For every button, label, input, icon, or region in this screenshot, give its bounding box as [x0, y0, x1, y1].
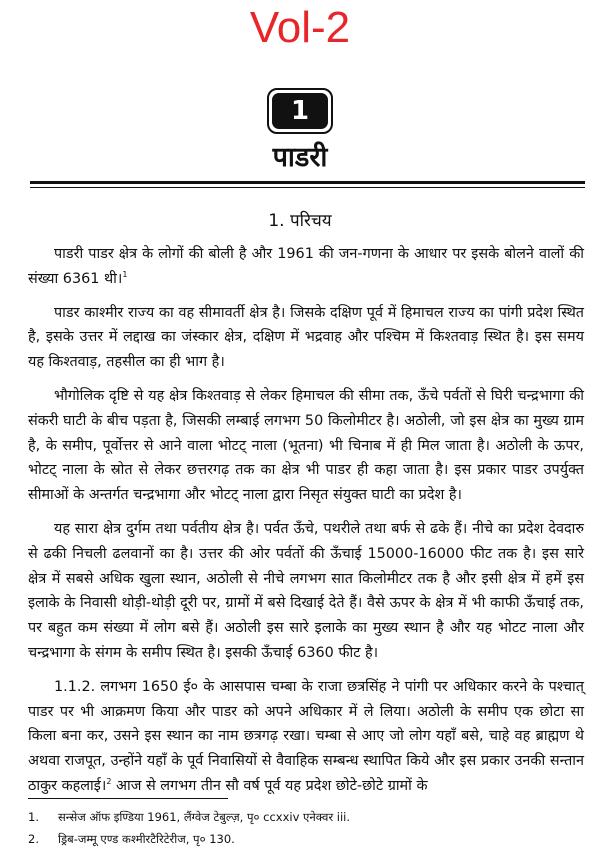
volume-label: Vol-2 — [249, 3, 351, 52]
footnote-rule — [28, 798, 228, 799]
paragraph — [28, 242, 584, 292]
section-heading: 1. परिचय — [268, 211, 332, 231]
chapter-title: पाडरी — [272, 142, 328, 173]
title-rule-thin — [30, 187, 585, 188]
footnote-text: ड्रिब-जम्मू एण्ड कश्मीरटैरिटेरीज, पृ० 130. — [58, 832, 235, 846]
footnote-text: सन्सेज ऑफ इण्डिया 1961, लैंग्वेज टेबुल्ज़, पृ० ccxxiv एनेक्वर iii. — [58, 810, 351, 824]
paragraph-text: पाडर काश्मीर राज्य का वह सीमावर्ती क्षेत्र है। जिसके दक्षिण पूर्व में हिमाचल राज्य का पांगी प्रदेश स्थित है, इसके उत्तर में लद्दाख का जंस्कार क्षेत्र, दक्षिण में भद्रवाह और पश्चिम में किश्तवाड़ स्थित है। इस समय यह किश्तवाड़, तहसील का ही भाग है। — [28, 304, 584, 371]
footnote — [28, 828, 584, 850]
chapter-number: 1 — [272, 93, 328, 129]
footnote-ref: 1 — [122, 270, 128, 279]
paragraph-text: 1.1.2. लगभग 1650 ई० के आसपास चम्बा के राजा छत्रसिंह ने पांगी पर अधिकार करने के पश्चात् पाडर पर भी आक्रमण किया और पाडर को अपने अधिकार में ले लिया। अठोली के समीप एक छोटा सा किला बना कर, उसने इस स्थान का नाम छत्रगढ़ रखा। चम्बा से आए जो लोग यहाँ बसे, चाहे वह ब्राह्मण थे अथवा राजपूत, उन्होंने यहाँ के पूर्व निवासियों से वैवाहिक सम्बन्ध स्थापित किये और इस प्रकार उनकी सन्तान ठाकुर कहलाई। — [28, 678, 584, 794]
body-text — [28, 242, 584, 808]
paragraph — [28, 675, 584, 799]
paragraph-text: भौगोलिक दृष्टि से यह क्षेत्र किश्तवाड़ से लेकर हिमाचल की सीमा तक, ऊँचे पर्वतों से घिरी चन्द्रभागा की संकरी घाटी के बीच पड़ता है, जिसकी लम्बाई लगभग 50 किलोमीटर है। अठोली, जो इस क्षेत्र का मुख्य ग्राम है, के समीप, पूर्वोत्तर से आने वाला भोटट् नाला (भूतना) भी चिनाब में ही मिल जाता है। अठोली के ऊपर, भोटट् नाला के स्रोत से लेकर छत्तरगढ़ तक का क्षेत्र भी पाडर ही कहा जाता है। इस प्रकार पाडर उपर्युक्त सीमाओं के अन्तर्गत चन्द्रभागा और भोटट् नाला द्वारा निसृत संयुक्त घाटी का प्रदेश है। — [28, 387, 584, 504]
paragraph-text: पाडरी पाडर क्षेत्र के लोगों की बोली है और 1961 की जन-गणना के आधार पर इसके बोलने वालों की संख्या 6361 थी। — [28, 246, 584, 287]
paragraph — [28, 301, 584, 375]
paragraph-text-continued: आज से लगभग तीन सौ वर्ष पूर्व यह प्रदेश छोटे-छोटे ग्रामों के — [111, 777, 428, 794]
footnote-ref: 2 — [106, 777, 112, 787]
chapter-number-badge — [267, 88, 333, 134]
footnote-number: 2. — [28, 832, 39, 846]
title-rule-thick — [30, 181, 585, 184]
paragraph — [28, 517, 584, 666]
footnote — [28, 806, 584, 828]
footnote-number: 1. — [28, 810, 39, 824]
footnotes — [28, 806, 584, 850]
paragraph — [28, 384, 584, 508]
paragraph-text: यह सारा क्षेत्र दुर्गम तथा पर्वतीय क्षेत्र है। पर्वत ऊँचे, पथरीले तथा बर्फ से ढके हैं। नीचे का प्रदेश देवदारु से ढकी निचली ढलवानों का है। उत्तर की ओर पर्वतों की ऊँचाई 15000-16000 फीट तक है। इस सारे क्षेत्र में सबसे अधिक खुला स्थान, अठोली से नीचे लगभग सात किलोमीटर तक है और इसी क्षेत्र में हमें इस इलाके के निवासी थोड़ी-थोड़ी दूरी पर, ग्रामों में बसे दिखाई देते हैं। वैसे ऊपर के क्षेत्र में भी काफी ऊँचाई तक, पर बहुत कम संख्या में लोग बसे हैं। अठोली इस सारे इलाके का मुख्य स्थान है और यह भोटट नाला और चन्द्रभागा के संगम के समीप स्थित है। इसकी ऊँचाई 6360 फीट है। — [28, 520, 584, 661]
